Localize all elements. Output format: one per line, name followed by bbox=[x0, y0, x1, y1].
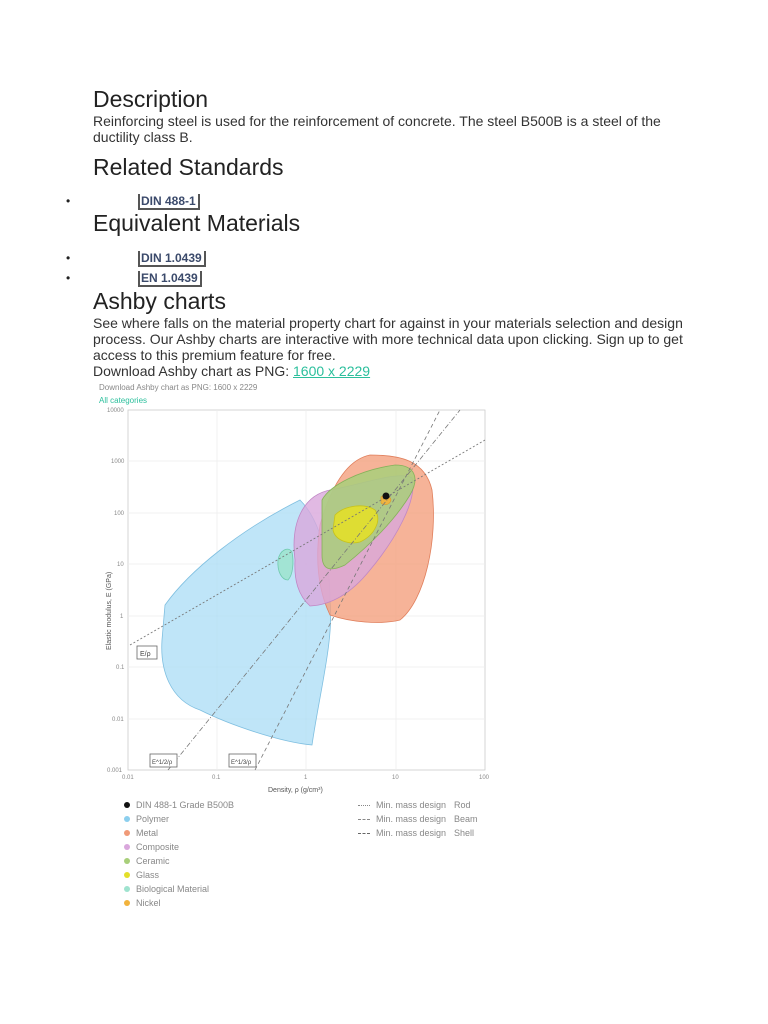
legend-label: Ceramic bbox=[136, 856, 170, 866]
legend-dot-icon bbox=[124, 858, 130, 864]
bullet-icon: • bbox=[66, 251, 71, 265]
y-tick-label: 1 bbox=[120, 614, 124, 620]
legend-dot-icon bbox=[124, 872, 130, 878]
legend-item[interactable] bbox=[358, 798, 478, 812]
legend-item[interactable] bbox=[358, 826, 478, 840]
legend-item[interactable] bbox=[124, 882, 234, 896]
ashby-heading: Ashby charts bbox=[93, 288, 226, 314]
x-tick-label: 1 bbox=[304, 775, 308, 781]
legend-label: Min. mass design bbox=[376, 800, 447, 810]
legend-materials bbox=[124, 798, 234, 910]
legend-dot-icon bbox=[124, 886, 130, 892]
legend-item[interactable] bbox=[124, 798, 234, 812]
legend-dot-icon bbox=[124, 844, 130, 850]
y-tick-label: 10000 bbox=[107, 408, 124, 414]
legend-item[interactable] bbox=[358, 812, 478, 826]
legend-label: Min. mass design bbox=[376, 814, 447, 824]
legend-item[interactable] bbox=[124, 854, 234, 868]
legend-item[interactable] bbox=[124, 840, 234, 854]
bullet-icon: • bbox=[66, 194, 71, 208]
legend-item[interactable] bbox=[124, 868, 234, 882]
related-standard-link[interactable]: DIN 488-1 bbox=[138, 194, 200, 210]
download-label: Download Ashby chart as PNG: bbox=[93, 363, 290, 379]
x-tick-label: 100 bbox=[479, 775, 490, 781]
guide-label-e-half-rho: E^1/2/ρ bbox=[152, 760, 173, 766]
y-tick-label: 10 bbox=[117, 562, 124, 568]
download-link[interactable]: 1600 x 2229 bbox=[293, 363, 371, 379]
legend-label: DIN 488-1 Grade B500B bbox=[136, 800, 235, 810]
x-axis-label: Density, ρ (g/cm³) bbox=[268, 787, 323, 794]
chart-category-filter[interactable]: All categories bbox=[99, 396, 148, 405]
legend-label: Biological Material bbox=[136, 884, 210, 894]
legend-tag: Shell bbox=[454, 828, 475, 838]
legend-dot-icon bbox=[124, 900, 130, 906]
bullet-icon: • bbox=[66, 271, 71, 285]
dashed-line-icon bbox=[358, 833, 370, 834]
equivalent-material-link[interactable]: EN 1.0439 bbox=[138, 271, 202, 287]
x-tick-label: 10 bbox=[392, 775, 399, 781]
legend-dot-icon bbox=[124, 802, 130, 808]
legend-item[interactable] bbox=[124, 896, 234, 910]
guide-label-e-rho: E/ρ bbox=[140, 651, 151, 658]
legend-dot-icon bbox=[124, 816, 130, 822]
y-tick-label: 100 bbox=[114, 511, 125, 517]
y-tick-label: 0.01 bbox=[112, 717, 124, 723]
dotted-line-icon bbox=[358, 805, 370, 806]
equivalent-materials-heading: Equivalent Materials bbox=[93, 210, 301, 236]
equivalent-material-link[interactable]: DIN 1.0439 bbox=[138, 251, 206, 267]
ashby-text: See where falls on the material property chart for against in your materials selection and design process. Our Ashby charts are interactive with more technical data upon clicking. Sign up to get access to this premium feature for free. bbox=[93, 315, 683, 363]
legend-label: Polymer bbox=[136, 814, 170, 824]
legend-label: Nickel bbox=[136, 898, 161, 908]
x-tick-label: 0.01 bbox=[122, 775, 134, 781]
dash-dot-line-icon bbox=[358, 819, 370, 820]
y-tick-label: 1000 bbox=[111, 459, 125, 465]
chart-title: Download Ashby chart as PNG: 1600 x 2229 bbox=[99, 383, 258, 392]
description-text: Reinforcing steel is used for the reinforcement of concrete. The steel B500B is a steel of the ductility class B. bbox=[93, 113, 661, 145]
guide-label-e-third-rho: E^1/3/ρ bbox=[231, 760, 252, 766]
legend-label: Composite bbox=[136, 842, 180, 852]
y-tick-label: 0.001 bbox=[107, 768, 123, 774]
y-tick-label: 0.1 bbox=[116, 665, 125, 671]
legend-dot-icon bbox=[124, 830, 130, 836]
legend-label: Glass bbox=[136, 870, 160, 880]
data-point-b500b[interactable] bbox=[383, 493, 390, 500]
legend-item[interactable] bbox=[124, 826, 234, 840]
legend-design-lines bbox=[358, 798, 478, 840]
legend-label: Min. mass design bbox=[376, 828, 447, 838]
y-axis-label: Elastic modulus, E (GPa) bbox=[106, 571, 113, 650]
description-heading: Description bbox=[93, 86, 209, 112]
x-tick-labels bbox=[122, 775, 490, 781]
legend-label: Metal bbox=[136, 828, 159, 838]
legend-tag: Beam bbox=[454, 814, 478, 824]
legend-tag: Rod bbox=[454, 800, 471, 810]
legend-item[interactable] bbox=[124, 812, 234, 826]
related-standards-heading: Related Standards bbox=[93, 154, 284, 180]
x-tick-label: 0.1 bbox=[212, 775, 221, 781]
